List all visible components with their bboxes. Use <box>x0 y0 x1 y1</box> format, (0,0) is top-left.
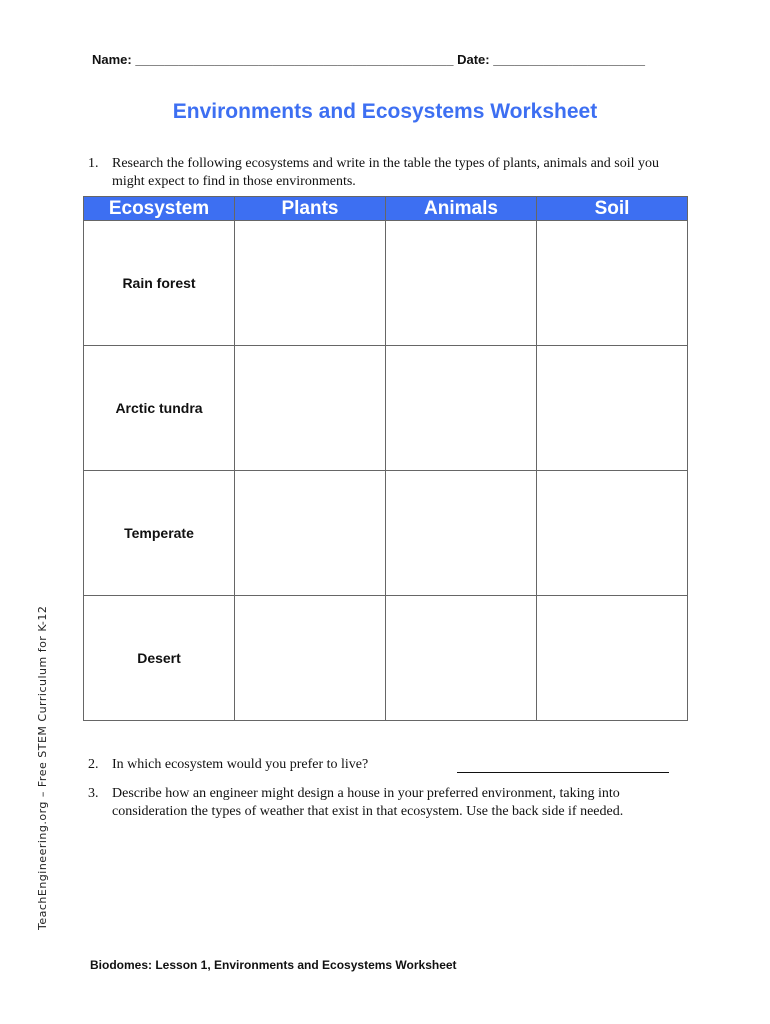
question-3 <box>88 785 688 821</box>
animals-cell[interactable] <box>386 221 537 346</box>
plants-cell[interactable] <box>235 596 386 721</box>
question-text: In which ecosystem would you prefer to live? <box>112 757 369 772</box>
sidebar-credit: TeachEngineering.org – Free STEM Curriculum for K-12 <box>36 605 49 930</box>
name-date-line <box>92 52 645 67</box>
question-text: Describe how an engineer might design a house in your preferred environment, taking into consideration the types of weather that exist in that ecosystem. Use the back side if needed. <box>112 786 624 819</box>
date-field-label[interactable]: Date: _____________________ <box>457 52 646 67</box>
soil-cell[interactable] <box>537 346 688 471</box>
page-title: Environments and Ecosystems Worksheet <box>172 100 598 123</box>
header-animals: Animals <box>386 197 537 221</box>
header-soil: Soil <box>537 197 688 221</box>
question-number: 1. <box>88 156 99 171</box>
ecosystem-table <box>83 196 688 721</box>
table-row <box>84 346 688 471</box>
row-label-arctic-tundra: Arctic tundra <box>84 346 235 471</box>
question-2 <box>88 756 678 774</box>
row-label-temperate: Temperate <box>84 471 235 596</box>
name-field-label[interactable]: Name: ____________________________________________ <box>92 52 454 67</box>
table-row <box>84 471 688 596</box>
question-1 <box>88 155 678 191</box>
table-header-row <box>84 197 688 221</box>
soil-cell[interactable] <box>537 471 688 596</box>
question-number: 2. <box>88 757 99 772</box>
animals-cell[interactable] <box>386 596 537 721</box>
header-ecosystem: Ecosystem <box>84 197 235 221</box>
animals-cell[interactable] <box>386 346 537 471</box>
table-row <box>84 221 688 346</box>
header-plants: Plants <box>235 197 386 221</box>
row-label-desert: Desert <box>84 596 235 721</box>
animals-cell[interactable] <box>386 471 537 596</box>
page-footer: Biodomes: Lesson 1, Environments and Ecosystems Worksheet <box>90 958 457 972</box>
plants-cell[interactable] <box>235 221 386 346</box>
soil-cell[interactable] <box>537 596 688 721</box>
answer-blank-line[interactable] <box>457 772 669 773</box>
plants-cell[interactable] <box>235 346 386 471</box>
question-text: Research the following ecosystems and write in the table the types of plants, animals and soil you might expect to find in those environments. <box>112 156 660 189</box>
plants-cell[interactable] <box>235 471 386 596</box>
table-row <box>84 596 688 721</box>
row-label-rain-forest: Rain forest <box>84 221 235 346</box>
question-number: 3. <box>88 786 99 801</box>
soil-cell[interactable] <box>537 221 688 346</box>
